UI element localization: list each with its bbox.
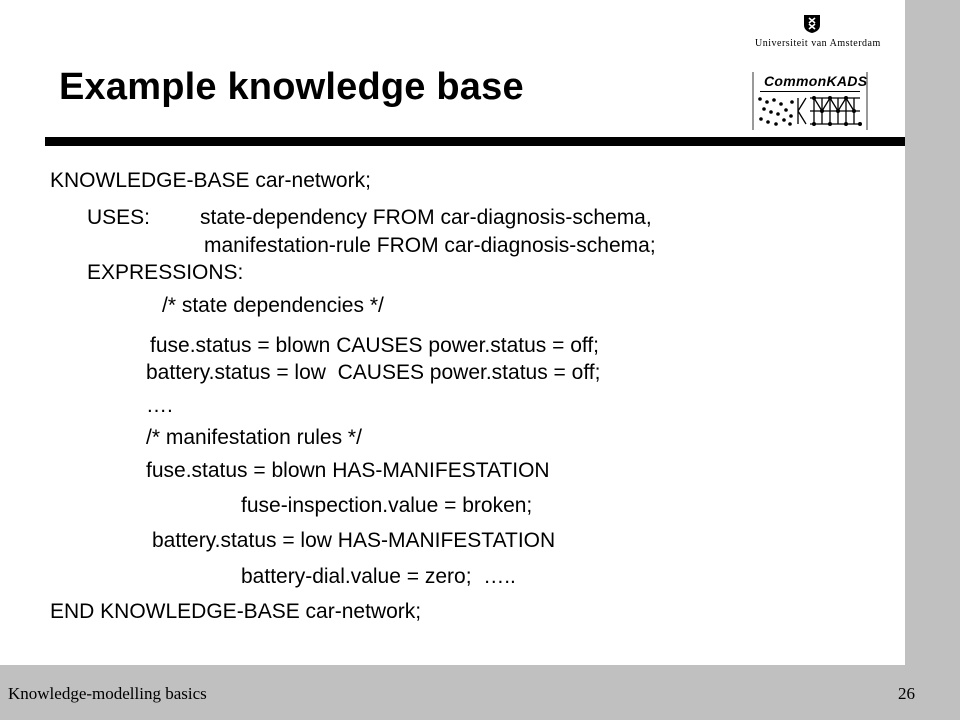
ellipsis-line: …. (146, 394, 173, 417)
comment-line: /* manifestation rules */ (146, 426, 362, 449)
university-logo-text: Universiteit van Amsterdam (755, 38, 881, 49)
university-logo (755, 14, 881, 54)
uses-label: USES: (87, 206, 151, 229)
commonkads-network-icon (756, 94, 864, 128)
kb-footer-line: END KNOWLEDGE-BASE car-network; (50, 600, 422, 623)
uses-item-line: state-dependency FROM car-diagnosis-schema, (200, 206, 652, 229)
title-rule (45, 137, 905, 146)
expression-line: battery-dial.value = zero; ….. (241, 565, 516, 588)
expressions-label: EXPRESSIONS: (87, 261, 244, 284)
uva-crest-icon (803, 14, 821, 34)
expression-line: fuse-inspection.value = broken; (241, 494, 533, 517)
commonkads-logo (752, 72, 868, 130)
expression-line: battery.status = low CAUSES power.status = off; (146, 361, 601, 384)
slide-title: Example knowledge base (59, 66, 524, 108)
expression-line: fuse.status = blown HAS-MANIFESTATION (146, 459, 550, 482)
commonkads-logo-text: CommonKADS (764, 73, 868, 89)
commonkads-logo-rule (760, 91, 860, 92)
uses-item-line: manifestation-rule FROM car-diagnosis-schema; (204, 234, 656, 257)
side-band (905, 0, 960, 720)
expression-line: battery.status = low HAS-MANIFESTATION (152, 529, 556, 552)
page-number: 26 (898, 684, 915, 703)
footer-course-title: Knowledge-modelling basics (8, 684, 207, 703)
kb-header-line: KNOWLEDGE-BASE car-network; (50, 169, 371, 192)
expression-line: fuse.status = blown CAUSES power.status = off; (150, 334, 600, 357)
comment-line: /* state dependencies */ (162, 294, 384, 317)
